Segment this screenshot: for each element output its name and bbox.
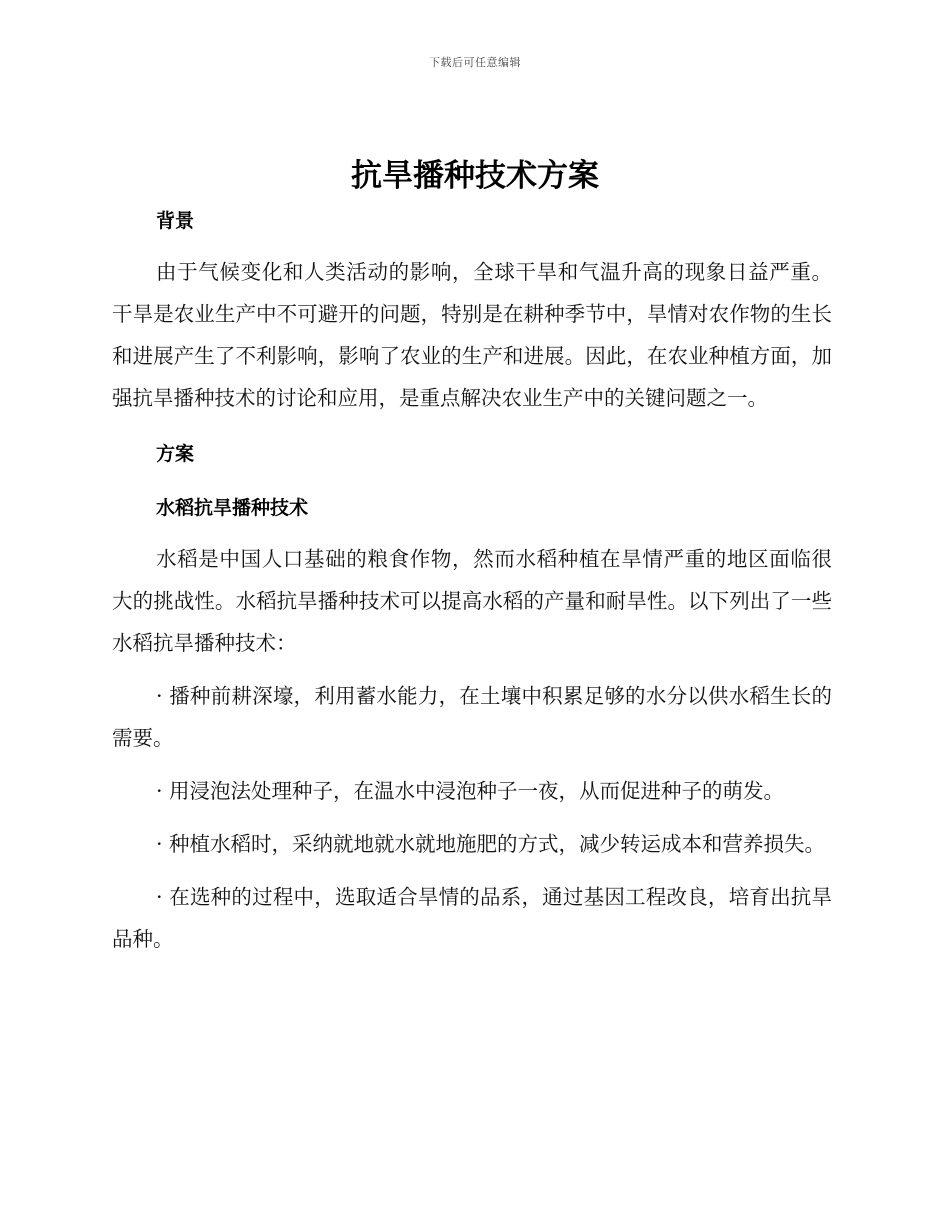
document-title: 抗旱播种技术方案 bbox=[351, 158, 599, 194]
plan-heading: 方案 bbox=[156, 443, 195, 465]
background-heading: 背景 bbox=[156, 210, 195, 232]
rice-heading: 水稻抗旱播种技术 bbox=[156, 497, 309, 519]
bullet-item: · 用浸泡法处理种子，在温水中浸泡种子一夜，从而促进种子的萌发。 bbox=[156, 779, 785, 803]
header-note: 下载后可任意编辑 bbox=[429, 56, 521, 69]
rice-intro-paragraph: 水稻是中国人口基础的粮食作物，然而水稻种植在旱情严重的地区面临很大的挑战性。水稻抗旱播种技术可以提高水稻的产量和耐旱性。以下列出了一些水稻抗旱播种技术： bbox=[112, 547, 832, 655]
bullet-item: · 在选种的过程中，选取适合旱情的品系，通过基因工程改良，培育出抗旱品种。 bbox=[112, 885, 832, 951]
bullet-item: · 种植水稻时，采纳就地就水就地施肥的方式，减少转运成本和营养损失。 bbox=[156, 832, 826, 856]
bullet-item: · 播种前耕深壕，利用蓄水能力，在土壤中积累足够的水分以供水稻生长的需要。 bbox=[112, 684, 832, 750]
document-body bbox=[112, 202, 832, 960]
background-paragraph: 由于气候变化和人类活动的影响，全球干旱和气温升高的现象日益严重。干旱是农业生产中不可避开的问题，特别是在耕种季节中，旱情对农作物的生长和进展产生了不利影响，影响了农业的生产和进展。因此，在农业种植方面，加强抗旱播种技术的讨论和应用，是重点解决农业生产中的关键问题之一。 bbox=[112, 260, 832, 410]
